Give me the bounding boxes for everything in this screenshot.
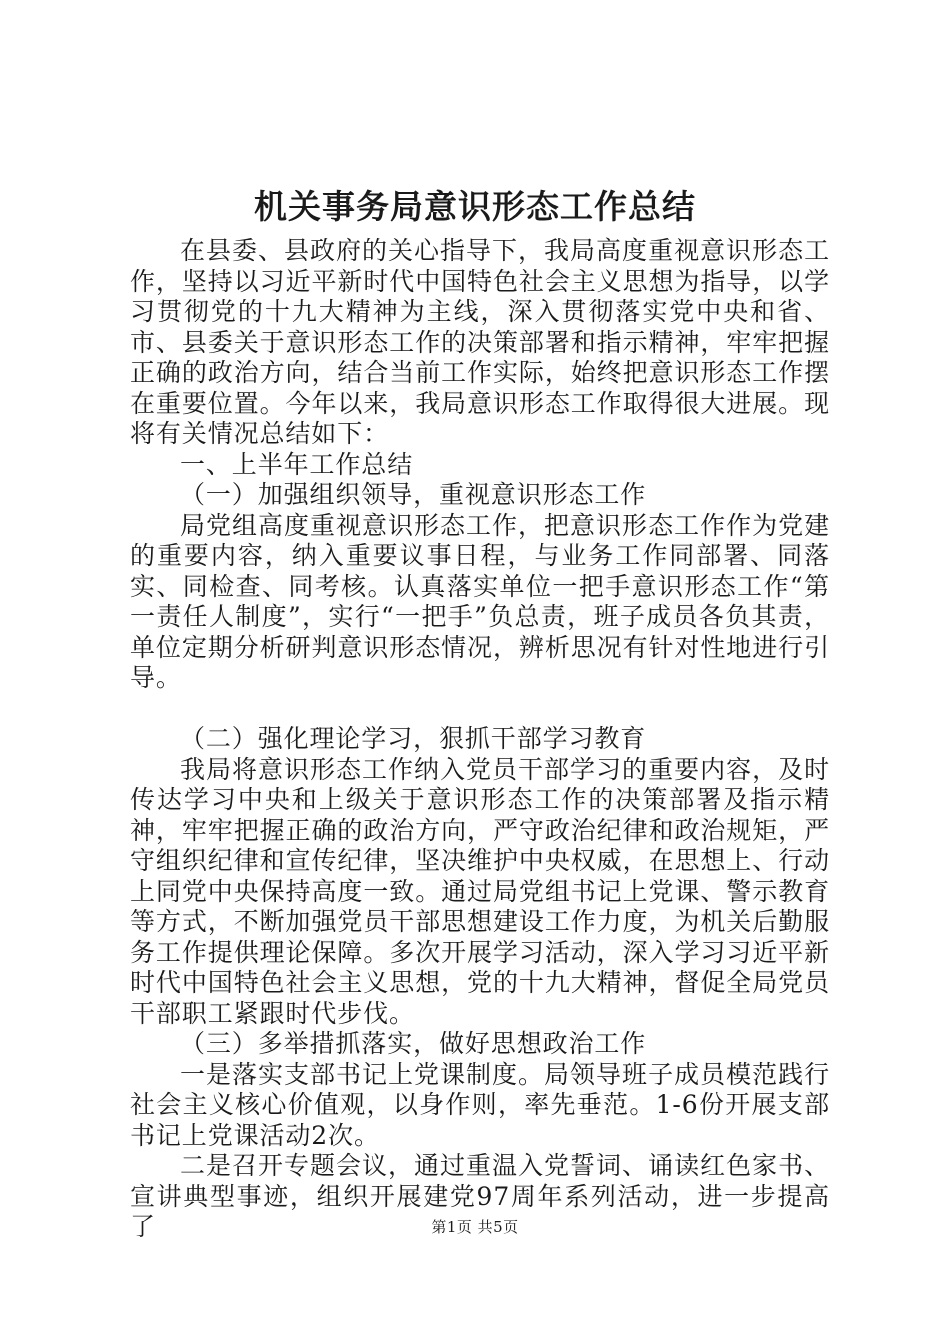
body-paragraph: 局党组高度重视意识形态工作，把意识形态工作作为党建的重要内容，纳入重要议事日程，与业务工作同部署、同落实、同检查、同考核。认真落实单位一把手意识形态工作“第一责任人制度”，实行“一把手”负总责，班子成员各负其责，单位定期分析研判意识形态情况，辨析思况有针对性地进行引导。 [130,510,830,692]
document-title: 机关事务局意识形态工作总结 [254,187,696,226]
body-paragraph: 我局将意识形态工作纳入党员干部学习的重要内容，及时传达学习中央和上级关于意识形态工作的决策部署及指示精神，牢牢把握正确的政治方向，严守政治纪律和政治规矩，严守组织纪律和宣传纪律，坚决维护中央权威，在思想上、行动上同党中央保持高度一致。通过局党组书记上党课、警示教育等方式，不断加强党员干部思想建设工作力度，为机关后勤服务工作提供理论保障。多次开展学习活动，深入学习习近平新时代中国特色社会主义思想，党的十九大精神，督促全局党员干部职工紧跟时代步伐。 [130,754,830,1028]
section-heading-1: 一、上半年工作总结 [180,449,414,479]
subsection-heading-1: （一）加强组织领导，重视意识形态工作 [180,480,647,509]
body-paragraph: 一是落实支部书记上党课制度。局领导班子成员模范践行社会主义核心价值观，以身作则，率先垂范。1-6份开展支部书记上党课活动2次。 [130,1059,830,1150]
subsection-heading-2: （二）强化理论学习，狠抓干部学习教育 [180,724,647,753]
subsection-heading-3: （三）多举措抓落实，做好思想政治工作 [180,1029,647,1058]
page-footer: 第1页 共5页 [431,1218,519,1236]
body-paragraph: 二是召开专题会议，通过重温入党誓词、诵读红色家书、宣讲典型事迹，组织开展建党97周年系列活动，进一步提高了 [130,1151,830,1241]
paragraph-spacer [130,694,830,725]
document-body [130,236,830,1243]
intro-paragraph: 在县委、县政府的关心指导下，我局高度重视意识形态工作，坚持以习近平新时代中国特色社会主义思想为指导，以学习贯彻党的十九大精神为主线，深入贯彻落实党中央和省、市、县委关于意识形态工作的决策部署和指示精神，牢牢把握正确的政治方向，结合当前工作实际，始终把意识形态工作摆在重要位置。今年以来，我局意识形态工作取得很大进展。现将有关情况总结如下： [130,236,830,448]
